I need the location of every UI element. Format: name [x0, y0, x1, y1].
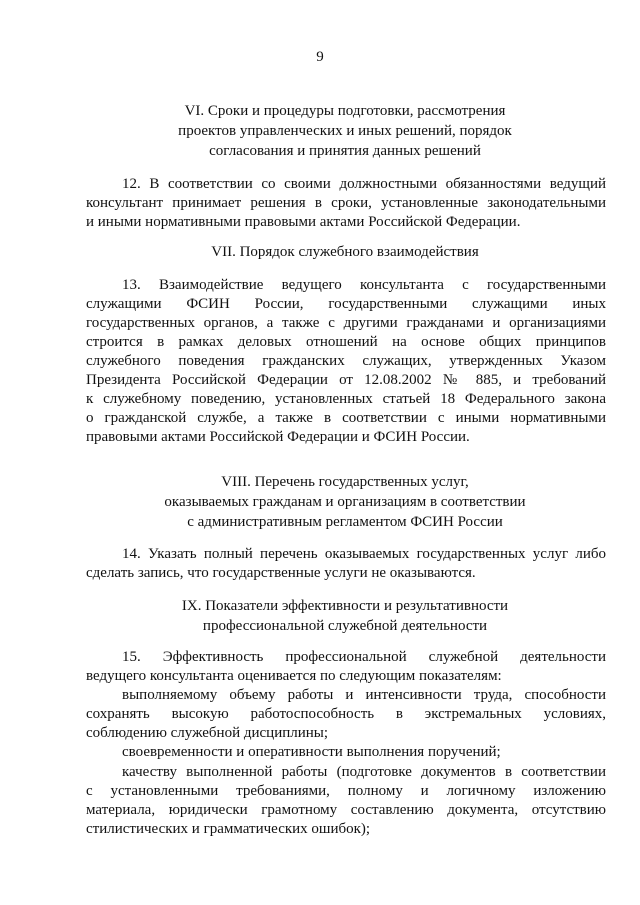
list-item-workload [86, 686, 606, 743]
text-line: и иными нормативными правовыми актами Российской Федерации. [86, 214, 521, 230]
heading-line: проектов управленческих и иных решений, порядок [178, 123, 512, 139]
text-line: о гражданской службе, а также в соответствии с иными нормативными [86, 410, 606, 426]
text-line: служащими ФСИН России, государственными служащими иных [86, 296, 606, 312]
text-line: 14. Указать полный перечень оказываемых государственных услуг либо [122, 546, 606, 562]
heading-line: согласования и принятия данных решений [209, 143, 481, 159]
text-line: 12. В соответствии со своими должностными обязанностями ведущий [122, 176, 606, 192]
text-line: сделать запись, что государственные услуги не оказываются. [86, 565, 476, 581]
heading-line: профессиональной служебной деятельности [202, 618, 488, 634]
text-line: консультант принимает решения в сроки, установленные законодательными [86, 195, 606, 211]
section-9-heading [90, 596, 600, 636]
list-item-quality [86, 763, 606, 839]
text-line: государственных органов, а также с другими гражданами и организациями [86, 315, 606, 331]
heading-line: оказываемых гражданам и организациям в соответствии [164, 494, 526, 510]
text-line: строится в рамках деловых отношений на основе общих принципов [86, 334, 606, 350]
text-line: к служебному поведению, установленных статьей 18 Федерального закона [86, 391, 606, 407]
text-line: материала, юридически грамотному составлению документа, отсутствию [86, 802, 606, 818]
text-line: служебного поведения гражданских служащих, утвержденных Указом [86, 353, 606, 369]
heading-line: IX. Показатели эффективности и результативности [181, 598, 509, 614]
page-number: 9 [316, 49, 324, 65]
text-line: своевременности и оперативности выполнения поручений; [122, 744, 501, 760]
text-line: 15. Эффективность профессиональной служебной деятельности [122, 649, 606, 665]
heading-line: VI. Сроки и процедуры подготовки, рассмотрения [184, 103, 506, 119]
section-8-heading [90, 472, 600, 532]
paragraph-13 [86, 276, 606, 447]
text-line: соблюдению служебной дисциплины; [86, 725, 329, 741]
text-line: выполняемому объему работы и интенсивности труда, способности [122, 687, 606, 703]
section-7-heading [90, 242, 600, 262]
paragraph-15 [86, 648, 606, 686]
section-6-heading [90, 101, 600, 161]
text-line: качеству выполненной работы (подготовке документов в соответствии [122, 764, 606, 780]
paragraph-12 [86, 175, 606, 232]
text-line: сохранять высокую работоспособность в экстремальных условиях, [86, 706, 606, 722]
text-line: стилистических и грамматических ошибок); [86, 821, 371, 837]
heading-line: VIII. Перечень государственных услуг, [221, 474, 469, 490]
text-line: ведущего консультанта оценивается по следующим показателям: [86, 668, 502, 684]
text-line: Президента Российской Федерации от 12.08.2002 № 885, и требований [86, 372, 606, 388]
list-item-timeliness [86, 743, 606, 762]
paragraph-14 [86, 545, 606, 583]
text-line: 13. Взаимодействие ведущего консультанта с государственными [122, 277, 606, 293]
heading-line: VII. Порядок служебного взаимодействия [211, 244, 479, 260]
text-line: правовыми актами Российской Федерации и ФСИН России. [86, 429, 470, 445]
heading-line: с административным регламентом ФСИН России [187, 514, 503, 530]
text-line: с установленными требованиями, полному и логичному изложению [86, 783, 606, 799]
